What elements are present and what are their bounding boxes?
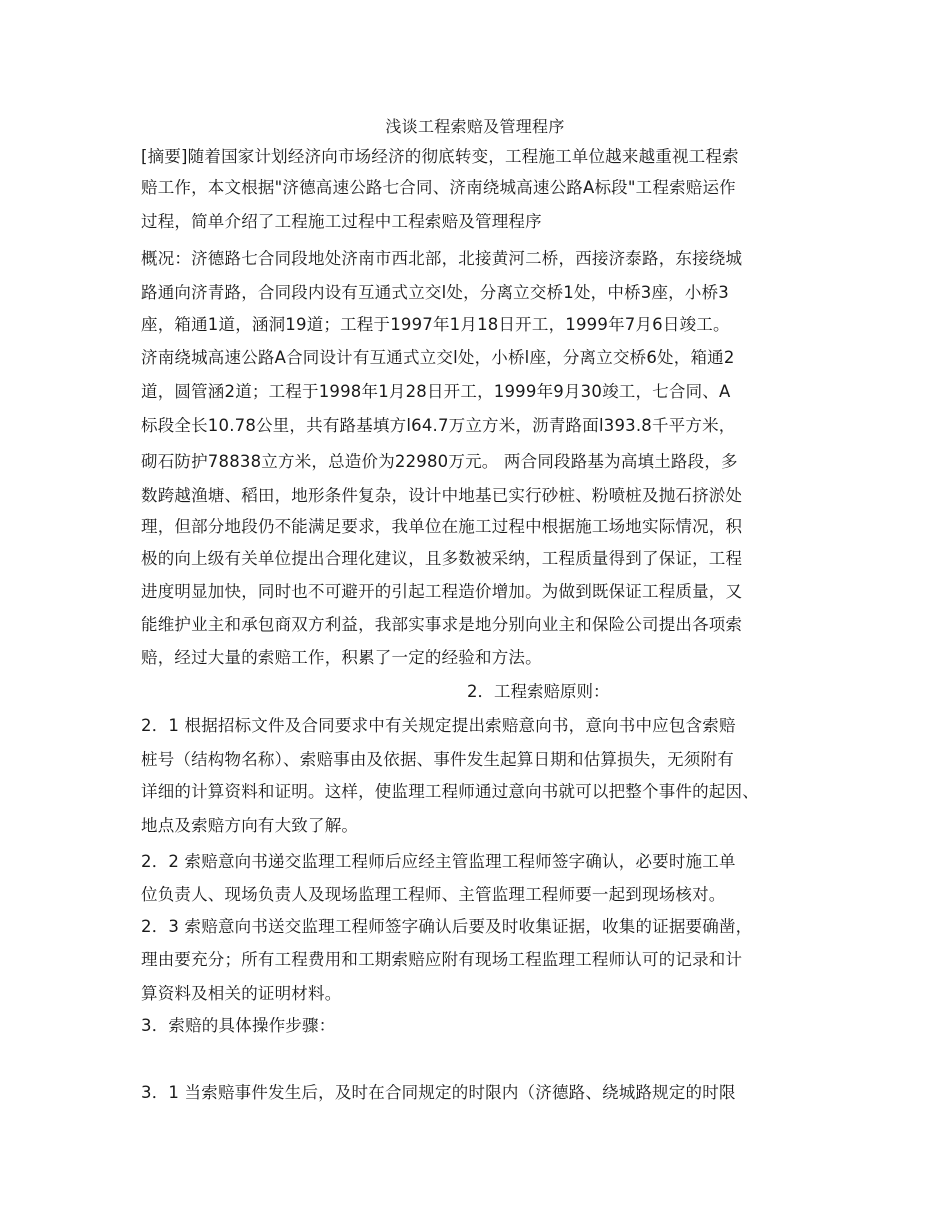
overview-line-13: 赔，经过大量的索赔工作，积累了一定的经验和方法。 [141,648,542,667]
section-2-1-line-4: 地点及索赔方向有大致了解。 [141,816,359,835]
overview-line-6: 标段全长10.78公里，共有路基填方l64.7万立方米，沥青路面l393.8千平方米， [141,416,736,435]
section-2-3-line-1: 2．3 索赔意向书送交监理工程师签字确认后要及时收集证据，收集的证据要确凿， [141,917,753,936]
overview-line-9: 理，但部分地段仍不能满足要求，我单位在施工过程中根据施工场地实际情况，积 [141,517,743,536]
section-2-3-line-3: 算资料及相关的证明材料。 [141,984,342,1003]
section-2-2-line-1: 2．2 索赔意向书递交监理工程师后应经主管监理工程师签字确认，必要时施工单 [141,852,736,871]
section-2-1-line-3: 详细的计算资料和证明。这样，使监理工程师通过意向书就可以把整个事件的起因、 [141,782,759,801]
overview-line-8: 数跨越渔塘、稻田，地形条件复杂，设计中地基已实行砂桩、粉喷桩及抛石挤淤处 [141,486,743,505]
overview-line-7: 砌石防护78838立方米，总造价为22980万元。 两合同段路基为高填土路段，多 [141,452,738,471]
abstract-line-1: [摘要]随着国家计划经济向市场经济的彻底转变，工程施工单位越来越重视工程索 [141,147,739,166]
section-3-heading: 3．索赔的具体操作步骤： [141,1016,336,1035]
abstract-line-2: 赔工作，本文根据"济德高速公路七合同、济南绕城高速公路A标段"工程索赔运作 [141,178,736,197]
section-2-1-line-1: 2．1 根据招标文件及合同要求中有关规定提出索赔意向书，意向书中应包含索赔 [141,716,736,735]
section-2-3-line-2: 理由要充分；所有工程费用和工期索赔应附有现场工程监理工程师认可的记录和计 [141,950,743,969]
section-2-heading: 2．工程索赔原则： [467,682,610,701]
abstract-line-3: 过程，简单介绍了工程施工过程中工程索赔及管理程序 [141,212,542,231]
overview-line-10: 极的向上级有关单位提出合理化建议，且多数被采纳，工程质量得到了保证，工程 [141,549,743,568]
section-2-1-line-2: 桩号（结构物名称）、索赔事由及依据、事件发生起算日期和估算损失，无须附有 [141,750,734,769]
section-2-2-line-2: 位负责人、现场负责人及现场监理工程师、主管监理工程师要一起到现场核对。 [141,885,726,904]
overview-line-4: 济南绕城高速公路A合同设计有互通式立交l处，小桥l座，分离立交桥6处，箱通2 [141,348,735,367]
section-3-1-line-1: 3．1 当索赔事件发生后，及时在合同规定的时限内（济德路、绕城路规定的时限 [141,1083,736,1102]
overview-line-2: 路通向济青路，合同段内设有互通式立交l处，分离立交桥1处，中桥3座，小桥3 [141,283,729,302]
overview-line-11: 进度明显加快，同时也不可避开的引起工程造价增加。为做到既保证工程质量，又 [141,582,743,601]
overview-line-12: 能维护业主和承包商双方利益，我部实事求是地分别向业主和保险公司提出各项索 [141,615,743,634]
overview-line-3: 座，箱通1道，涵洞19道；工程于1997年1月18日开工，1999年7月6日竣工。 [141,315,730,334]
overview-line-5: 道，圆管涵2道；工程于1998年1月28日开工，1999年9月30竣工，七合同、A [141,382,731,401]
overview-line-1: 概况：济德路七合同段地处济南市西北部，北接黄河二桥，西接济泰路，东接绕城 [141,249,743,268]
document-title: 浅谈工程索赔及管理程序 [385,117,565,136]
